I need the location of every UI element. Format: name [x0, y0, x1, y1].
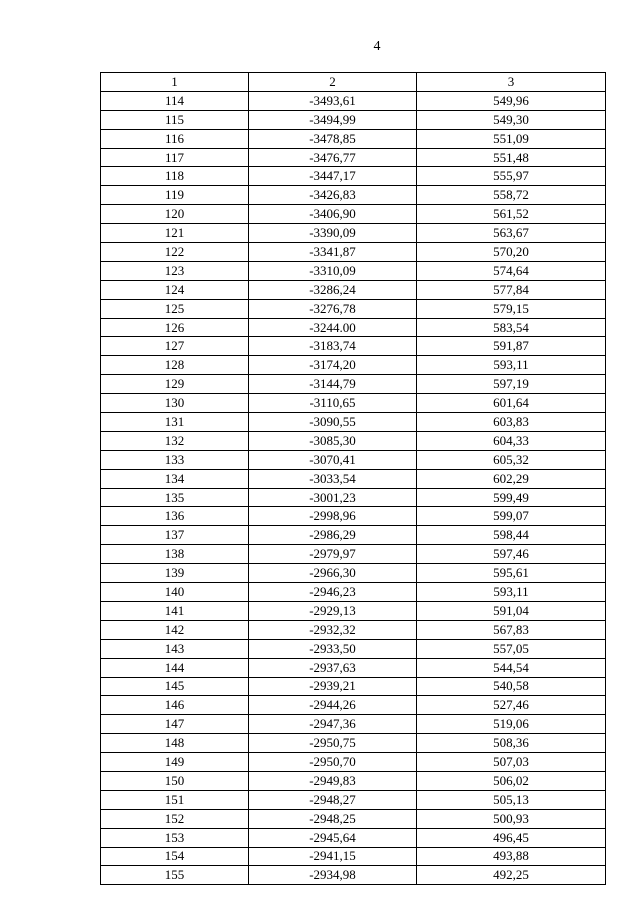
y-coordinate-cell: 507,03: [417, 753, 606, 772]
x-coordinate-cell: -3144,79: [249, 375, 417, 394]
point-number-cell: 146: [101, 696, 249, 715]
point-number-cell: 137: [101, 526, 249, 545]
y-coordinate-cell: 597,46: [417, 545, 606, 564]
x-coordinate-cell: -2947,36: [249, 715, 417, 734]
table-body: [101, 91, 606, 884]
y-coordinate-cell: 583,54: [417, 318, 606, 337]
x-coordinate-cell: -3033,54: [249, 469, 417, 488]
table-row: [101, 337, 606, 356]
point-number-cell: 130: [101, 394, 249, 413]
point-number-cell: 138: [101, 545, 249, 564]
table-row: [101, 753, 606, 772]
table-row: [101, 356, 606, 375]
point-number-cell: 150: [101, 771, 249, 790]
point-number-cell: 148: [101, 734, 249, 753]
point-number-cell: 136: [101, 507, 249, 526]
point-number-cell: 141: [101, 601, 249, 620]
y-coordinate-cell: 599,07: [417, 507, 606, 526]
table-row: [101, 658, 606, 677]
table-row: [101, 450, 606, 469]
table-row: [101, 148, 606, 167]
x-coordinate-cell: -2950,75: [249, 734, 417, 753]
x-coordinate-cell: -2939,21: [249, 677, 417, 696]
table-row: [101, 583, 606, 602]
y-coordinate-cell: 496,45: [417, 828, 606, 847]
x-coordinate-cell: -2948,27: [249, 790, 417, 809]
y-coordinate-cell: 597,19: [417, 375, 606, 394]
y-coordinate-cell: 577,84: [417, 280, 606, 299]
table-row: [101, 526, 606, 545]
table-row: [101, 790, 606, 809]
x-coordinate-cell: -2998,96: [249, 507, 417, 526]
x-coordinate-cell: -2934,98: [249, 866, 417, 885]
point-number-cell: 117: [101, 148, 249, 167]
table-row: [101, 620, 606, 639]
table-row: [101, 771, 606, 790]
x-coordinate-cell: -3447,17: [249, 167, 417, 186]
x-coordinate-cell: -3390,09: [249, 224, 417, 243]
x-coordinate-cell: -3478,85: [249, 129, 417, 148]
table-row: [101, 91, 606, 110]
point-number-cell: 153: [101, 828, 249, 847]
x-coordinate-cell: -2949,83: [249, 771, 417, 790]
y-coordinate-cell: 527,46: [417, 696, 606, 715]
point-number-cell: 116: [101, 129, 249, 148]
table-row: [101, 696, 606, 715]
x-coordinate-cell: -2941,15: [249, 847, 417, 866]
x-coordinate-cell: -3090,55: [249, 413, 417, 432]
point-number-cell: 119: [101, 186, 249, 205]
y-coordinate-cell: 599,49: [417, 488, 606, 507]
x-coordinate-cell: -3070,41: [249, 450, 417, 469]
table-row: [101, 261, 606, 280]
table-row: [101, 394, 606, 413]
y-coordinate-cell: 604,33: [417, 431, 606, 450]
table-row: [101, 809, 606, 828]
x-coordinate-cell: -2966,30: [249, 564, 417, 583]
y-coordinate-cell: 567,83: [417, 620, 606, 639]
table-row: [101, 299, 606, 318]
point-number-cell: 140: [101, 583, 249, 602]
point-number-cell: 147: [101, 715, 249, 734]
y-coordinate-cell: 603,83: [417, 413, 606, 432]
x-coordinate-cell: -2979,97: [249, 545, 417, 564]
table-row: [101, 413, 606, 432]
table-row: [101, 167, 606, 186]
y-coordinate-cell: 492,25: [417, 866, 606, 885]
y-coordinate-cell: 544,54: [417, 658, 606, 677]
x-coordinate-cell: -3085,30: [249, 431, 417, 450]
x-coordinate-cell: -2944,26: [249, 696, 417, 715]
point-number-cell: 151: [101, 790, 249, 809]
y-coordinate-cell: 579,15: [417, 299, 606, 318]
table-row: [101, 243, 606, 262]
point-number-cell: 127: [101, 337, 249, 356]
table-row: [101, 639, 606, 658]
y-coordinate-cell: 551,09: [417, 129, 606, 148]
y-coordinate-cell: 563,67: [417, 224, 606, 243]
table-row: [101, 431, 606, 450]
point-number-cell: 131: [101, 413, 249, 432]
table-row: [101, 110, 606, 129]
table-row: [101, 469, 606, 488]
table-row: [101, 715, 606, 734]
y-coordinate-cell: 549,96: [417, 91, 606, 110]
y-coordinate-cell: 505,13: [417, 790, 606, 809]
y-coordinate-cell: 540,58: [417, 677, 606, 696]
coordinates-table: [100, 72, 606, 885]
point-number-cell: 139: [101, 564, 249, 583]
y-coordinate-cell: 602,29: [417, 469, 606, 488]
x-coordinate-cell: -3493,61: [249, 91, 417, 110]
point-number-cell: 126: [101, 318, 249, 337]
y-coordinate-cell: 500,93: [417, 809, 606, 828]
x-coordinate-cell: -3183,74: [249, 337, 417, 356]
y-coordinate-cell: 591,04: [417, 601, 606, 620]
y-coordinate-cell: 508,36: [417, 734, 606, 753]
y-coordinate-cell: 555,97: [417, 167, 606, 186]
point-number-cell: 149: [101, 753, 249, 772]
x-coordinate-cell: -3110,65: [249, 394, 417, 413]
y-coordinate-cell: 519,06: [417, 715, 606, 734]
x-coordinate-cell: -2950,70: [249, 753, 417, 772]
x-coordinate-cell: -3341,87: [249, 243, 417, 262]
y-coordinate-cell: 506,02: [417, 771, 606, 790]
point-number-cell: 144: [101, 658, 249, 677]
y-coordinate-cell: 605,32: [417, 450, 606, 469]
table-row: [101, 488, 606, 507]
point-number-cell: 123: [101, 261, 249, 280]
table-row: [101, 375, 606, 394]
table-row: [101, 866, 606, 885]
x-coordinate-cell: -2929,13: [249, 601, 417, 620]
table-header: [101, 73, 606, 92]
point-number-cell: 142: [101, 620, 249, 639]
point-number-cell: 155: [101, 866, 249, 885]
table-row: [101, 847, 606, 866]
y-coordinate-cell: 561,52: [417, 205, 606, 224]
point-number-cell: 114: [101, 91, 249, 110]
column-header-3: 3: [417, 73, 606, 92]
table-header-row: [101, 73, 606, 92]
point-number-cell: 134: [101, 469, 249, 488]
x-coordinate-cell: -3244.00: [249, 318, 417, 337]
x-coordinate-cell: -2932,32: [249, 620, 417, 639]
table-row: [101, 545, 606, 564]
table-row: [101, 564, 606, 583]
y-coordinate-cell: 593,11: [417, 356, 606, 375]
x-coordinate-cell: -2945,64: [249, 828, 417, 847]
point-number-cell: 128: [101, 356, 249, 375]
point-number-cell: 135: [101, 488, 249, 507]
column-header-2: 2: [249, 73, 417, 92]
y-coordinate-cell: 598,44: [417, 526, 606, 545]
y-coordinate-cell: 574,64: [417, 261, 606, 280]
table-row: [101, 318, 606, 337]
y-coordinate-cell: 493,88: [417, 847, 606, 866]
table-row: [101, 507, 606, 526]
x-coordinate-cell: -3406,90: [249, 205, 417, 224]
point-number-cell: 125: [101, 299, 249, 318]
point-number-cell: 121: [101, 224, 249, 243]
point-number-cell: 129: [101, 375, 249, 394]
table-row: [101, 129, 606, 148]
table-row: [101, 224, 606, 243]
table-row: [101, 280, 606, 299]
point-number-cell: 154: [101, 847, 249, 866]
table-row: [101, 186, 606, 205]
point-number-cell: 132: [101, 431, 249, 450]
table-row: [101, 828, 606, 847]
x-coordinate-cell: -3310,09: [249, 261, 417, 280]
x-coordinate-cell: -3494,99: [249, 110, 417, 129]
y-coordinate-cell: 549,30: [417, 110, 606, 129]
x-coordinate-cell: -2946,23: [249, 583, 417, 602]
table-row: [101, 601, 606, 620]
x-coordinate-cell: -3276,78: [249, 299, 417, 318]
point-number-cell: 115: [101, 110, 249, 129]
column-header-1: 1: [101, 73, 249, 92]
point-number-cell: 122: [101, 243, 249, 262]
y-coordinate-cell: 570,20: [417, 243, 606, 262]
y-coordinate-cell: 593,11: [417, 583, 606, 602]
x-coordinate-cell: -2948,25: [249, 809, 417, 828]
x-coordinate-cell: -3426,83: [249, 186, 417, 205]
point-number-cell: 145: [101, 677, 249, 696]
point-number-cell: 143: [101, 639, 249, 658]
point-number-cell: 133: [101, 450, 249, 469]
page-number: 4: [373, 39, 381, 54]
point-number-cell: 120: [101, 205, 249, 224]
x-coordinate-cell: -3286,24: [249, 280, 417, 299]
table-row: [101, 205, 606, 224]
y-coordinate-cell: 595,61: [417, 564, 606, 583]
point-number-cell: 118: [101, 167, 249, 186]
x-coordinate-cell: -2937,63: [249, 658, 417, 677]
y-coordinate-cell: 591,87: [417, 337, 606, 356]
y-coordinate-cell: 551,48: [417, 148, 606, 167]
point-number-cell: 124: [101, 280, 249, 299]
y-coordinate-cell: 601,64: [417, 394, 606, 413]
x-coordinate-cell: -3174,20: [249, 356, 417, 375]
table-row: [101, 734, 606, 753]
x-coordinate-cell: -3476,77: [249, 148, 417, 167]
x-coordinate-cell: -2986,29: [249, 526, 417, 545]
y-coordinate-cell: 557,05: [417, 639, 606, 658]
x-coordinate-cell: -3001,23: [249, 488, 417, 507]
x-coordinate-cell: -2933,50: [249, 639, 417, 658]
point-number-cell: 152: [101, 809, 249, 828]
y-coordinate-cell: 558,72: [417, 186, 606, 205]
table-row: [101, 677, 606, 696]
